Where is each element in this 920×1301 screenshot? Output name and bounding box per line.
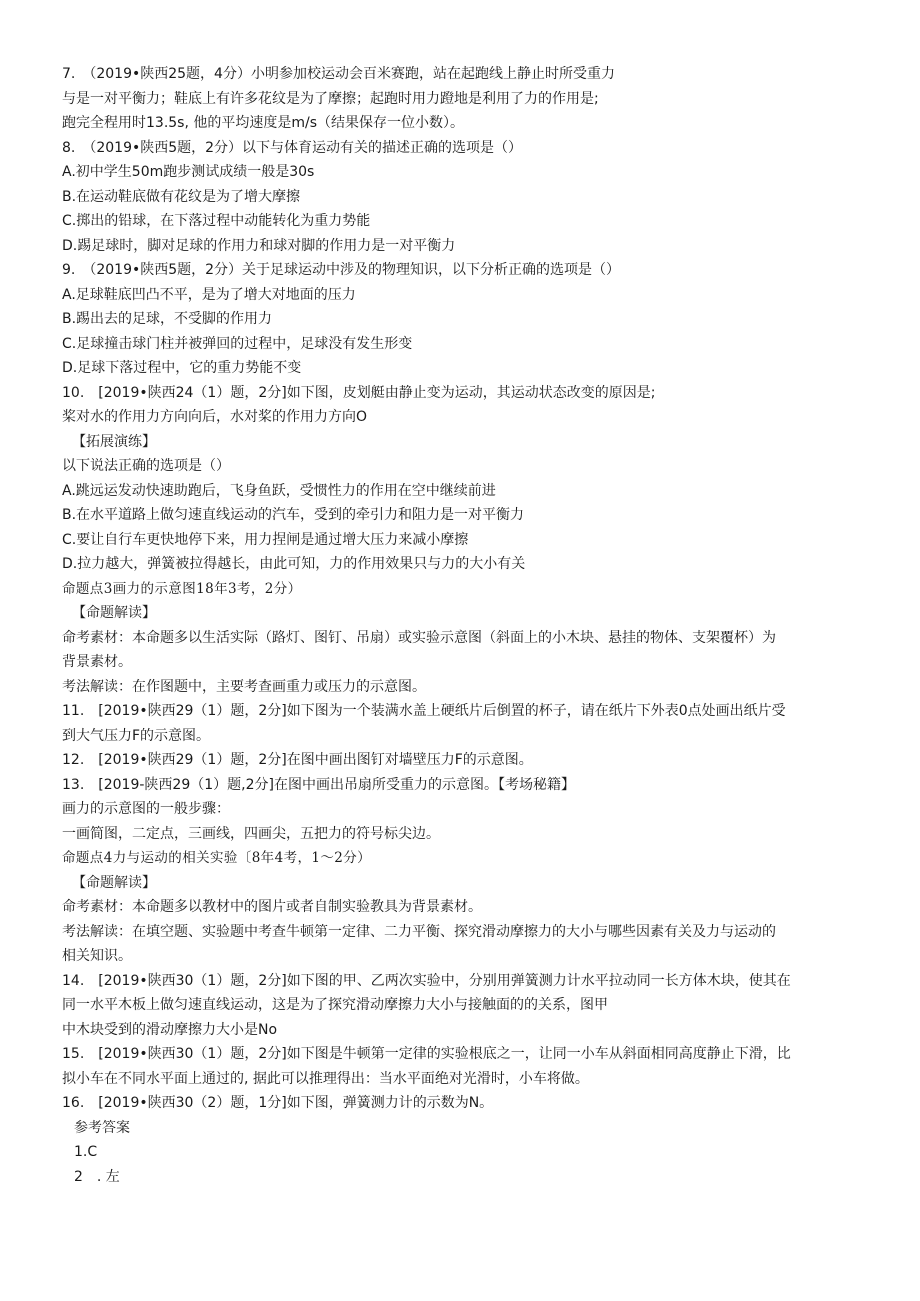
text-line-q14-3: 中木块受到的滑动摩擦力大小是No xyxy=(62,1021,278,1038)
text-line: 一画简图，二定点，三画线，四画尖，五把力的符号标尖边。 xyxy=(62,825,440,842)
topic-heading: 命题点4力与运动的相关实验〔8年4考，1～2分） xyxy=(62,850,372,866)
text-line-q10-1: 10. [2019•陕西24（1）题，2分]如下图，皮划艇由静止变为运动，其运动状态改变的原因是; xyxy=(62,384,656,401)
option-line: B.在运动鞋底做有花纹是为了增大摩擦 xyxy=(62,188,301,205)
section-heading: 【命题解读】 xyxy=(72,874,156,891)
document-page xyxy=(62,62,862,1189)
option-line: D.踢足球时，脚对足球的作用力和球对脚的作用力是一对平衡力 xyxy=(62,237,456,254)
topic-heading: 命题点3画力的示意图18年3考，2分） xyxy=(62,580,302,597)
text-line-q16: 16. [2019•陕西30（2）题，1分]如下图，弹簧测力计的示数为N。 xyxy=(62,1095,494,1111)
answer-item: 1.C xyxy=(74,1144,98,1160)
option-line: A.初中学生50m跑步测试成绩一般是30s xyxy=(62,164,315,180)
text-line-q11-1: 11. [2019•陕西29（1）题，2分]如下图为一个装满水盖上硬纸片后倒置的杯子，请在纸片下外表0点处画出纸片受 xyxy=(62,703,786,719)
text-line-q7-1: 7. （2019•陕西25题，4分）小明参加校运动会百米赛跑，站在起跑线上静止时所受重力 xyxy=(62,66,615,82)
text-line: 画力的示意图的一般步骤： xyxy=(62,801,230,817)
text-line-q9: 9. （2019•陕西5题，2分）关于足球运动中涉及的物理知识，以下分析正确的选项是（） xyxy=(62,262,621,278)
text-line-q15-1: 15. [2019•陕西30（1）题，2分]如下图是牛顿第一定律的实验根底之一，让同一小车从斜面相同高度静止下滑，比 xyxy=(62,1046,791,1062)
text-line: 命考素材：本命题多以生活实际（路灯、图钉、吊扇）或实验示意图（斜面上的小木块、悬挂的物体、支架覆杯）为 xyxy=(62,629,776,646)
answer-item: 2 . 左 xyxy=(74,1168,120,1185)
text-line-q12: 12. [2019•陕西29（1）题，2分]在图中画出图钉对墙壁压力F的示意图。 xyxy=(62,752,533,768)
section-heading: 【拓展演练】 xyxy=(72,433,156,450)
option-line: B.在水平道路上做匀速直线运动的汽车，受到的牵引力和阻力是一对平衡力 xyxy=(62,507,525,523)
text-line-q14-1: 14. [2019•陕西30（1）题，2分]如下图的甲、乙两次实验中，分别用弹簧测力计水平拉动同一长方体木块，使其在 xyxy=(62,972,791,989)
text-line: 以下说法正确的选项是（） xyxy=(62,458,230,474)
option-line: C.要让自行车更快地停下来，用力捏闸是通过增大压力来减小摩擦 xyxy=(62,531,469,548)
text-line: 背景素材。 xyxy=(62,654,132,670)
option-line: D.足球下落过程中，它的重力势能不变 xyxy=(62,360,302,376)
text-line-q7-3: 跑完全程用时13.5s, 他的平均速度是m/s（结果保存一位小数）。 xyxy=(62,115,465,131)
section-heading: 【命题解读】 xyxy=(72,605,156,621)
option-line: B.踢出去的足球，不受脚的作用力 xyxy=(62,311,273,327)
text-line-q14-2: 同一水平木板上做匀速直线运动，这是为了探究滑动摩擦力大小与接触面的的关系，图甲 xyxy=(62,997,608,1013)
option-line: C.足球撞击球门柱并被弹回的过程中，足球没有发生形变 xyxy=(62,335,413,352)
text-line: 考法解读：在填空题、实验题中考查牛顿第一定律、二力平衡、探究滑动摩擦力的大小与哪些因素有关及力与运动的 xyxy=(62,923,776,940)
option-line: A.跳远运发动快速助跑后，飞身鱼跃，受惯性力的作用在空中继续前进 xyxy=(62,482,496,499)
text-line: 考法解读：在作图题中，主要考查画重力或压力的示意图。 xyxy=(62,678,426,695)
option-line: D.拉力越大，弹簧被拉得越长，由此可知，力的作用效果只与力的大小有关 xyxy=(62,556,526,572)
option-line: C.掷出的铅球，在下落过程中动能转化为重力势能 xyxy=(62,213,371,229)
text-line-q10-2: 桨对水的作用力方向向后，水对桨的作用力方向O xyxy=(62,409,368,425)
text-line-q13: 13. [2019-陕西29（1）题,2分]在图中画出吊扇所受重力的示意图。【考场秘籍】 xyxy=(62,776,575,793)
text-line-q7-2: 与是一对平衡力；鞋底上有许多花纹是为了摩擦；起跑时用力蹬地是利用了力的作用是; xyxy=(62,90,599,107)
text-line-q15-2: 拟小车在不同水平面上通过的, 据此可以推理得出：当水平面绝对光滑时，小车将做。 xyxy=(62,1070,589,1087)
text-line: 命考素材：本命题多以教材中的图片或者自制实验教具为背景素材。 xyxy=(62,899,482,915)
option-line: A.足球鞋底凹凸不平，是为了增大对地面的压力 xyxy=(62,286,356,303)
text-line-q8: 8. （2019•陕西5题，2分）以下与体育运动有关的描述正确的选项是（） xyxy=(62,139,523,156)
text-line: 相关知识。 xyxy=(62,948,132,964)
text-line-q11-2: 到大气压力F的示意图。 xyxy=(62,727,211,744)
answers-heading: 参考答案 xyxy=(74,1119,130,1136)
